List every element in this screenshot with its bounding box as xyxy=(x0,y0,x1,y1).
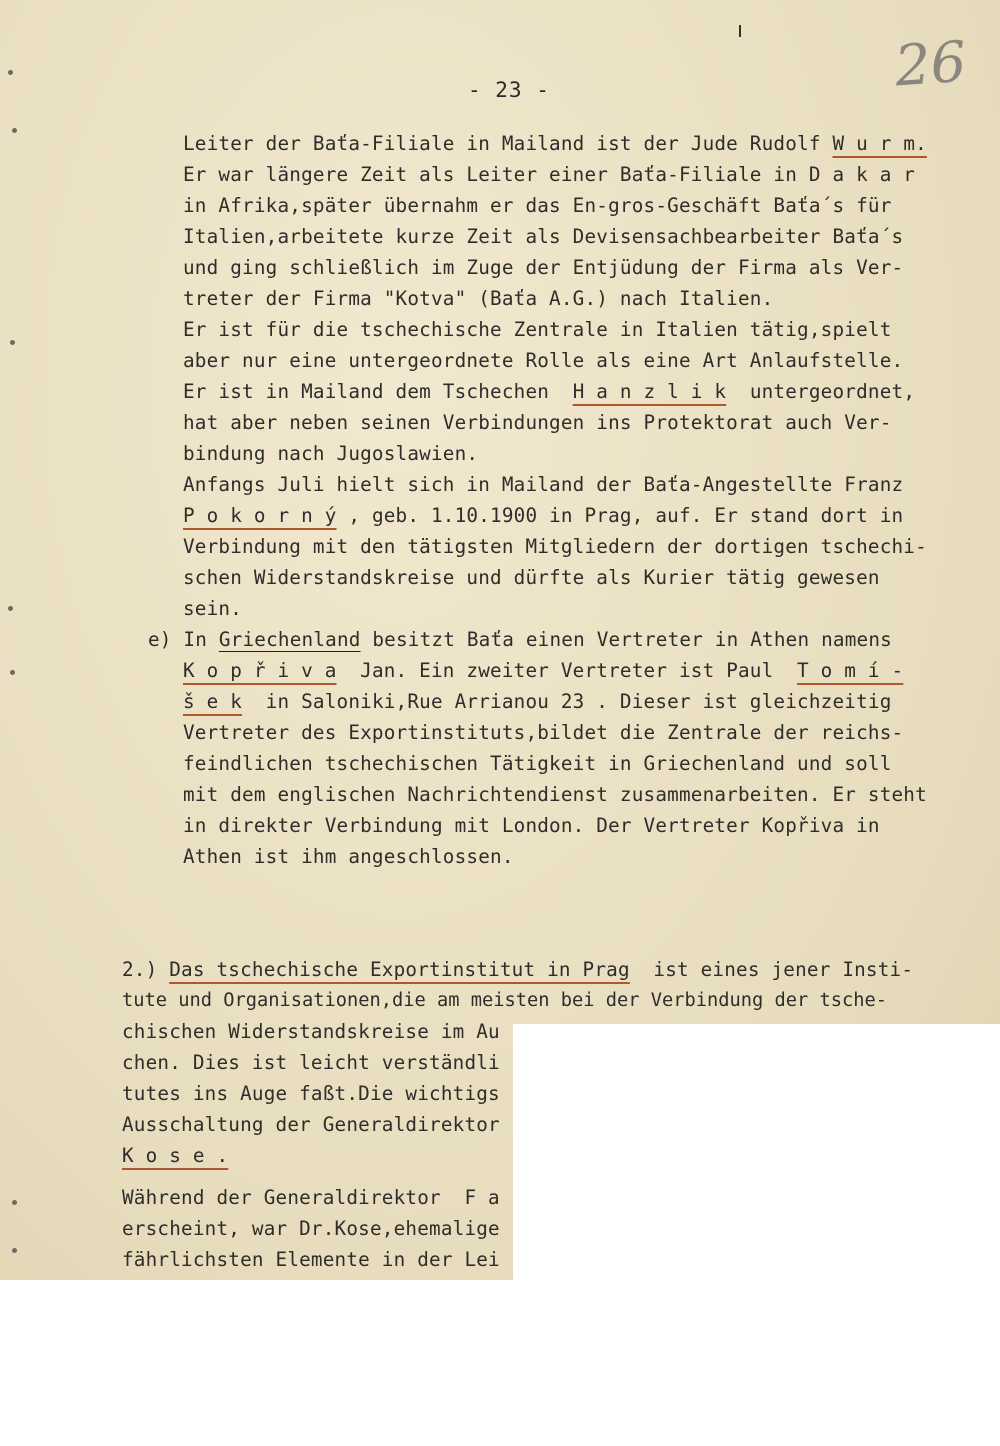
text-line xyxy=(122,1144,228,1168)
text-line xyxy=(183,504,903,528)
punch-mark xyxy=(8,606,13,611)
text-line: in Afrika,später übernahm er das En-gros-Geschäft Baťa´s für xyxy=(183,194,892,217)
text-line xyxy=(183,380,915,404)
text-line: mit dem englischen Nachrichtendienst zusammenarbeiten. Er steht xyxy=(183,783,927,806)
text-line: Anfangs Juli hielt sich in Mailand der Baťa-Angestellte Franz xyxy=(183,473,904,496)
text-line xyxy=(183,690,892,714)
text-line: Vertreter des Exportinstituts,bildet die Zentrale der reichs- xyxy=(183,721,904,744)
text-span: Leiter der Baťa-Filiale in Mailand ist der Jude Rudolf xyxy=(183,132,833,155)
text-line: Er war längere Zeit als Leiter einer Baťa-Filiale in D a k a r xyxy=(183,163,916,186)
text-span: untergeordnet, xyxy=(726,380,916,403)
text-line: Italien,arbeitete kurze Zeit als Devisensachbearbeiter Baťa´s xyxy=(183,225,904,248)
text-span: e) In xyxy=(148,628,219,651)
name-kose: K o s e . xyxy=(122,1144,229,1167)
text-span: ist eines jener Insti- xyxy=(629,958,914,981)
text-line xyxy=(148,628,892,652)
name-kopriva: K o p ř i v a xyxy=(183,659,337,682)
text-line: tute und Organisationen,die am meisten bei der Verbindung der tsche- xyxy=(122,990,888,1011)
text-line: tutes ins Auge faßt.Die wichtigs xyxy=(122,1082,500,1105)
punch-mark xyxy=(12,128,17,133)
text-line: in direkter Verbindung mit London. Der Vertreter Kopřiva in xyxy=(183,814,880,837)
text-span: Er ist in Mailand dem Tschechen xyxy=(183,380,573,403)
text-line xyxy=(122,958,913,982)
punch-mark xyxy=(12,1200,17,1205)
text-line: chischen Widerstandskreise im Au xyxy=(122,1020,500,1043)
text-span: besitzt Baťa einen Vertreter in Athen namens xyxy=(360,628,892,651)
text-line: chen. Dies ist leicht verständli xyxy=(122,1051,500,1074)
text-line xyxy=(183,659,903,683)
text-line: Während der Generaldirektor F a xyxy=(122,1186,500,1209)
text-span: 2.) xyxy=(122,958,170,981)
text-line: Verbindung mit den tätigsten Mitgliedern der dortigen tschechi- xyxy=(183,535,927,558)
punch-mark xyxy=(10,340,15,345)
heading-exportinstitut: Das tschechische Exportinstitut in Prag xyxy=(169,958,630,981)
text-line: feindlichen tschechischen Tätigkeit in Griechenland und soll xyxy=(183,752,892,775)
name-hanzlik: H a n z l i k xyxy=(572,380,727,403)
name-tomisek-cont: š e k xyxy=(183,690,243,713)
name-tomisek: T o m í - xyxy=(797,659,904,682)
handwritten-page-number: 26 xyxy=(892,29,969,100)
text-line: aber nur eine untergeordnete Rolle als eine Art Anlaufstelle. xyxy=(183,349,904,372)
text-line: Ausschaltung der Generaldirektor xyxy=(122,1113,500,1136)
text-line: und ging schließlich im Zuge der Entjüdung der Firma als Ver- xyxy=(183,256,904,279)
text-line xyxy=(183,132,927,156)
text-line: fährlichsten Elemente in der Lei xyxy=(122,1248,500,1271)
place-griechenland: Griechenland xyxy=(218,628,361,651)
punch-mark xyxy=(10,670,15,675)
text-line: treter der Firma "Kotva" (Baťa A.G.) nach Italien. xyxy=(183,287,774,310)
text-span: Jan. Ein zweiter Vertreter ist Paul xyxy=(336,659,798,682)
name-pokorny: P o k o r n ý xyxy=(183,504,337,527)
blank-cover-region xyxy=(513,1024,1000,1280)
text-line: Athen ist ihm angeschlossen. xyxy=(183,845,514,868)
name-wurm: W u r m. xyxy=(832,132,927,155)
text-line: hat aber neben seinen Verbindungen ins Protektorat auch Ver- xyxy=(183,411,892,434)
text-line: schen Widerstandskreise und dürfte als Kurier tätig gewesen xyxy=(183,566,880,589)
text-line: Er ist für die tschechische Zentrale in Italien tätig,spielt xyxy=(183,318,892,341)
punch-mark xyxy=(8,70,13,75)
margin-mark xyxy=(739,25,741,37)
text-span: , geb. 1.10.1900 in Prag, auf. Er stand dort in xyxy=(336,504,904,527)
punch-mark xyxy=(12,1248,17,1253)
page-number: - 23 - xyxy=(468,78,550,102)
text-span: in Saloniki,Rue Arrianou 23 . Dieser ist gleichzeitig xyxy=(242,690,892,713)
text-line: erscheint, war Dr.Kose,ehemalige xyxy=(122,1217,500,1240)
text-line: bindung nach Jugoslawien. xyxy=(183,442,479,465)
text-line: sein. xyxy=(183,597,243,620)
